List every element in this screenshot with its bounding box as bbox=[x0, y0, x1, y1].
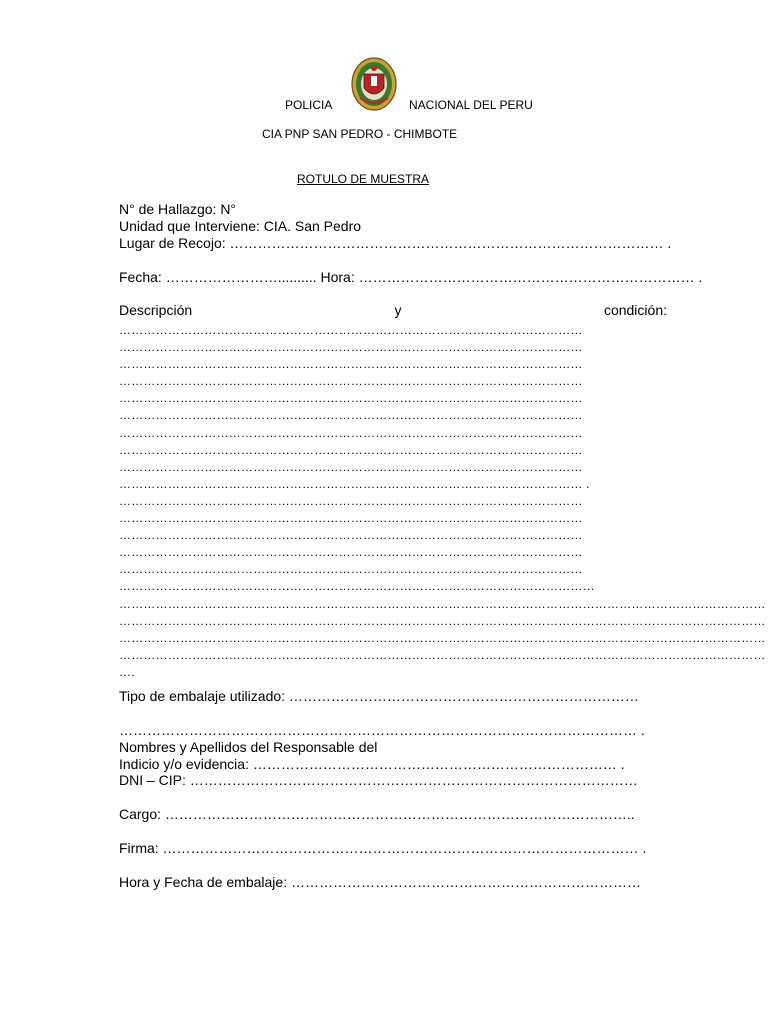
description-line: …………………………………………………………………………………………………… bbox=[119, 340, 583, 355]
description-line: …………………………………………………………………………………………………… bbox=[119, 425, 583, 440]
police-emblem-icon bbox=[350, 56, 398, 112]
description-line: …………………………………………………………………………………………………… bbox=[119, 357, 583, 372]
nombres-field: Nombres y Apellidos del Responsable del bbox=[119, 739, 378, 755]
dni-cip-field: DNI – CIP: …………………………………………………………………………………… bbox=[119, 772, 638, 788]
description-line: …………………………………………………………………………………………………… bbox=[119, 442, 583, 457]
descripcion-label: Descripción bbox=[119, 302, 193, 318]
description-line: …………………………………………………………………………………………………… bbox=[119, 528, 583, 543]
description-line: …………………………………………………………………………………………………… . bbox=[119, 476, 590, 491]
description-line: …………………………………………………………………………………………………… bbox=[119, 545, 583, 560]
org-name-right: NACIONAL DEL PERU bbox=[409, 98, 533, 112]
condicion-label: condición: bbox=[603, 302, 667, 318]
org-name-left: POLICIA bbox=[285, 98, 333, 112]
description-line: …………………………………………………………………………………………………… bbox=[119, 323, 583, 337]
description-line: …………………………………………………………………………………………………… bbox=[119, 511, 583, 526]
fecha-hora-field: Fecha: …………………….......... Hora: ……………………………………………………………… . bbox=[119, 269, 703, 285]
description-line: …………………………………………………………………………………………………… bbox=[119, 493, 583, 508]
description-line: …………………………………………………………………………………………………………………………………………… bbox=[119, 613, 766, 628]
tipo-embalaje-continuation: ………………………………………………………………………………………………… . bbox=[119, 722, 645, 738]
hallazgo-field: N° de Hallazgo: N° bbox=[119, 201, 237, 217]
descripcion-y-label: y bbox=[394, 302, 402, 318]
description-line: …………………………………………………………………………………………………………………………………………… bbox=[119, 630, 766, 645]
description-line: …………………………………………………………………………………………………… bbox=[119, 374, 583, 389]
lugar-field: Lugar de Recojo: ………………………………………………………………………………… . bbox=[119, 235, 672, 251]
description-line: ……………………………………………………………………………………………………… bbox=[119, 579, 595, 594]
description-line: …………………………………………………………………………………………………………………………………………… bbox=[119, 596, 766, 611]
description-line: …………………………………………………………………………………………………… bbox=[119, 408, 583, 423]
cargo-field: Cargo: ……………………………………………………………………………………….. bbox=[119, 806, 635, 822]
page-title: ROTULO DE MUESTRA bbox=[297, 172, 430, 186]
description-line: …………………………………………………………………………………………………… bbox=[119, 391, 583, 406]
indicio-field: Indicio y/o evidencia: …………………………………………………………………… . bbox=[119, 756, 625, 772]
description-line: …. bbox=[119, 664, 135, 679]
description-lines bbox=[119, 322, 766, 681]
description-line: …………………………………………………………………………………………………… bbox=[119, 562, 583, 577]
unidad-field: Unidad que Interviene: CIA. San Pedro bbox=[119, 218, 362, 234]
tipo-embalaje-field: Tipo de embalaje utilizado: ………………………………………………………………… bbox=[119, 688, 639, 704]
hora-fecha-embalaje-field: Hora y Fecha de embalaje: ………………………………………………………………… bbox=[119, 874, 641, 890]
description-line: …………………………………………………………………………………………………… bbox=[119, 459, 583, 474]
unit-name: CIA PNP SAN PEDRO - CHIMBOTE bbox=[262, 127, 458, 141]
description-line: …………………………………………………………………………………………………………………………………………… bbox=[119, 647, 766, 662]
firma-field: Firma: ………………………………………………………………………………………… . bbox=[119, 840, 647, 856]
descripcion-heading bbox=[119, 302, 667, 318]
